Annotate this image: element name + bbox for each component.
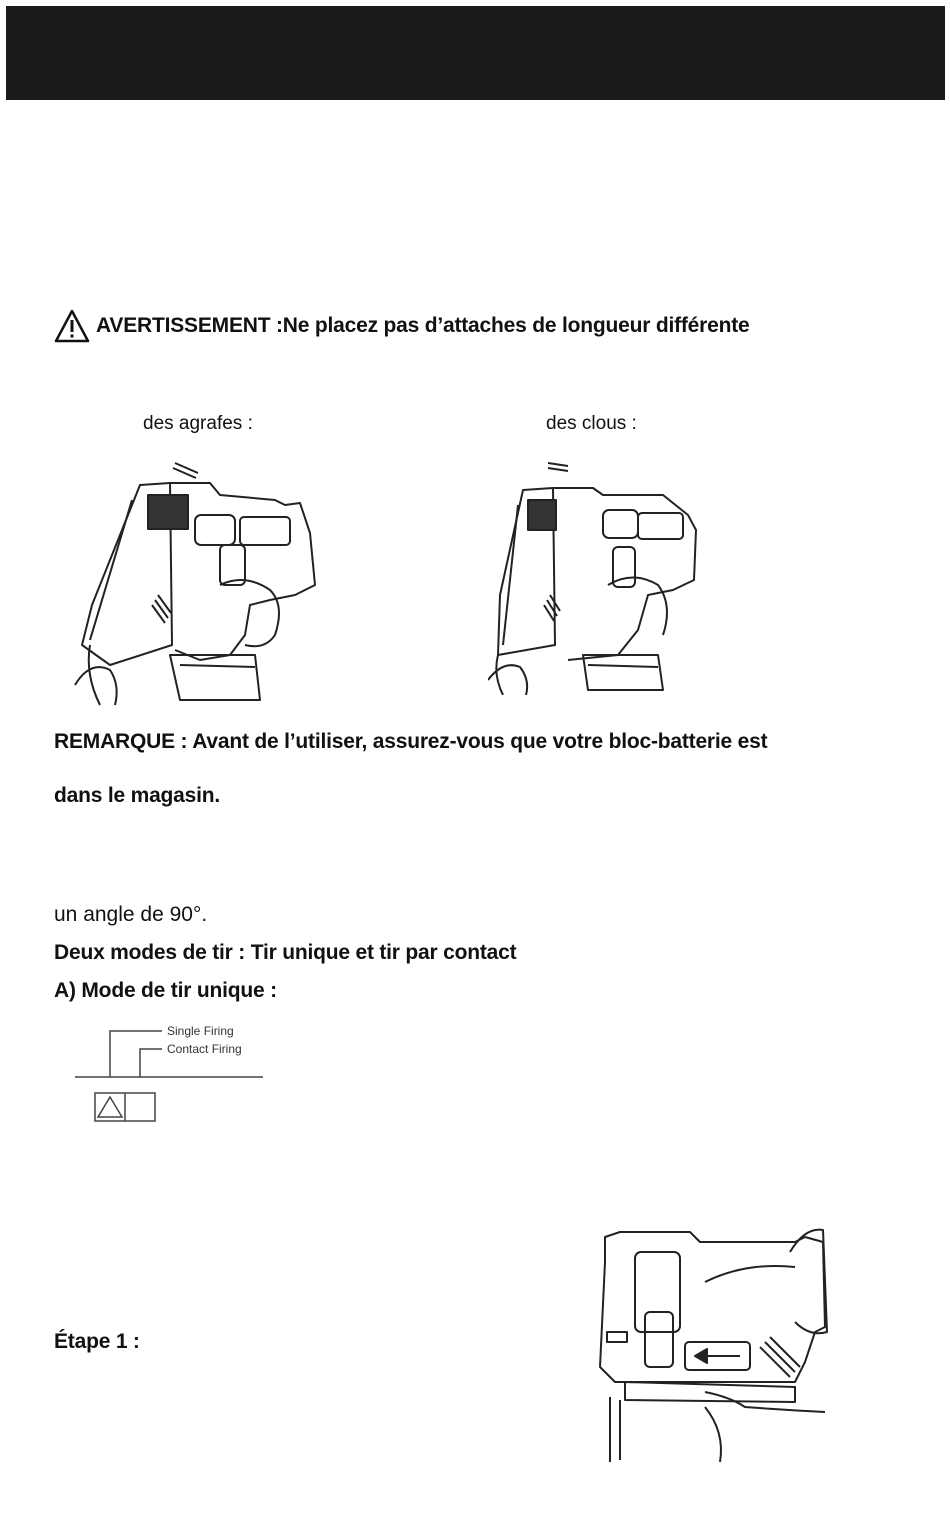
note-text-1: Avant de l’utiliser, assurez-vous que votre bloc-batterie est <box>187 730 768 753</box>
nails-caption: des clous : <box>546 413 637 434</box>
note-line-2: dans le magasin. <box>54 784 221 807</box>
modes-heading: Deux modes de tir : Tir unique et tir par contact <box>54 941 517 964</box>
nailer-switch-illustration <box>595 1222 835 1472</box>
warning-line <box>54 309 750 343</box>
note-line-1 <box>54 730 767 754</box>
warning-text: Ne placez pas d’attaches de longueur différente <box>282 314 750 337</box>
nailer-nails-illustration <box>488 455 718 695</box>
note-label: REMARQUE : <box>54 730 188 753</box>
contact-firing-label: Contact Firing <box>167 1042 242 1056</box>
step1-label: Étape 1 : <box>54 1330 140 1353</box>
angle-text: un angle de 90°. <box>54 903 208 926</box>
staples-caption: des agrafes : <box>143 413 253 434</box>
firing-switch-diagram <box>70 1020 270 1126</box>
warning-label: AVERTISSEMENT : <box>96 314 283 337</box>
nailer-staples-illustration <box>70 455 330 710</box>
single-firing-label: Single Firing <box>167 1024 234 1038</box>
warning-triangle-icon <box>54 309 90 343</box>
header-bar <box>6 6 945 100</box>
mode-a-heading: A) Mode de tir unique : <box>54 979 277 1002</box>
